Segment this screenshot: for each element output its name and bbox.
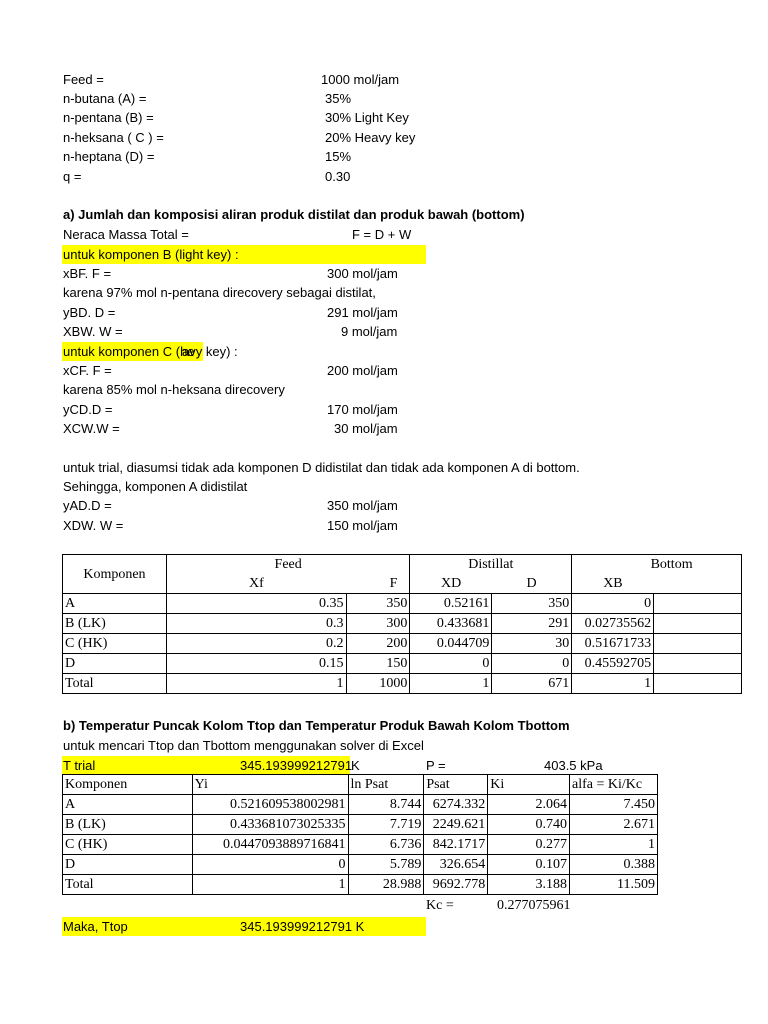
cell-f: 1000 <box>346 674 410 694</box>
trial-note-1: untuk trial, diasumsi tidak ada komponen D didistilat dan tidak ada komponen A di bottom. <box>63 460 580 475</box>
yad-label: yAD.D = <box>63 498 112 513</box>
cell-xd: 0.044709 <box>410 634 492 654</box>
subheader-d: D <box>492 574 572 594</box>
header-psat: Psat <box>424 775 488 795</box>
kc-value: 0.277075961 <box>497 898 571 913</box>
cell-d: 30 <box>492 634 572 654</box>
section-a-heading: a) Jumlah dan komposisi aliran produk distilat dan produk bawah (bottom) <box>63 207 525 222</box>
cell-alfa: 2.671 <box>570 815 658 835</box>
hk-heading-highlighted: untuk komponen C (he <box>63 344 195 359</box>
cell-xb: 0.45592705 <box>572 654 654 674</box>
subheader-xf: Xf <box>166 574 346 594</box>
table-total-row <box>63 674 742 694</box>
cell-xf: 1 <box>166 674 346 694</box>
cell-xf: 0.2 <box>166 634 346 654</box>
header-komponen: Komponen <box>63 555 167 594</box>
subheader-xd: XD <box>410 574 492 594</box>
cell-psat: 6274.332 <box>424 795 488 815</box>
cell-lnpsat: 7.719 <box>348 815 424 835</box>
table-row <box>63 594 742 614</box>
cell-xb: 1 <box>572 674 654 694</box>
temperature-table <box>62 774 658 895</box>
cell-xd: 0.433681 <box>410 614 492 634</box>
section-b-heading: b) Temperatur Puncak Kolom Ttop dan Temperatur Produk Bawah Kolom Tbottom <box>63 718 570 733</box>
cell-f: 150 <box>346 654 410 674</box>
subheader-xb: XB <box>572 574 654 594</box>
cell-komponen: B (LK) <box>63 614 167 634</box>
cell-f: 200 <box>346 634 410 654</box>
cell-komponen: C (HK) <box>63 835 193 855</box>
header-yi: Yi <box>192 775 348 795</box>
cell-alfa: 0.388 <box>570 855 658 875</box>
table-row <box>63 835 658 855</box>
cell-alfa: 7.450 <box>570 795 658 815</box>
cell-ki: 2.064 <box>488 795 570 815</box>
cell-komponen: Total <box>63 875 193 895</box>
cell-yi: 0.0447093889716841 <box>192 835 348 855</box>
cell-psat: 2249.621 <box>424 815 488 835</box>
pentana-label: n-pentana (B) = <box>63 110 154 125</box>
cell-ki: 3.188 <box>488 875 570 895</box>
ycd-value: 170 mol/jam <box>327 402 398 417</box>
xcf-label: xCF. F = <box>63 363 112 378</box>
xbf-label: xBF. F = <box>63 266 112 281</box>
cell-yi: 0.521609538002981 <box>192 795 348 815</box>
kc-label: Kc = <box>426 898 454 913</box>
cell-komponen: D <box>63 855 193 875</box>
cell-lnpsat: 8.744 <box>348 795 424 815</box>
subheader-f: F <box>346 574 410 594</box>
cell-komponen: D <box>63 654 167 674</box>
butana-value: 35% <box>325 91 352 106</box>
ttrial-value: 345.193999212791 <box>240 758 353 773</box>
cell-extra <box>654 654 742 674</box>
subheader-empty <box>654 574 742 594</box>
heptana-label: n-heptana (D) = <box>63 149 155 164</box>
cell-d: 350 <box>492 594 572 614</box>
header-lnpsat: ln Psat <box>348 775 424 795</box>
cell-komponen: A <box>63 594 167 614</box>
ttrial-label: T trial <box>63 758 96 773</box>
ybd-label: yBD. D = <box>63 305 116 320</box>
cell-komponen: B (LK) <box>63 815 193 835</box>
header-bottom-text: Bottom <box>650 557 693 572</box>
table-row <box>63 815 658 835</box>
p-value: 403.5 kPa <box>544 758 603 773</box>
p-label: P = <box>426 758 446 773</box>
cell-d: 291 <box>492 614 572 634</box>
cell-xb: 0 <box>572 594 654 614</box>
table-row <box>63 855 658 875</box>
table-row <box>63 614 742 634</box>
cell-yi: 0 <box>192 855 348 875</box>
cell-komponen: Total <box>63 674 167 694</box>
header-komponen: Komponen <box>63 775 193 795</box>
cell-yi: 1 <box>192 875 348 895</box>
table-row <box>63 795 658 815</box>
neraca-value: F = D + W <box>352 227 412 242</box>
header-alfa: alfa = Ki/Kc <box>570 775 658 795</box>
ttrial-unit: K <box>351 758 360 773</box>
distribution-table-container <box>62 554 693 699</box>
heksana-label: n-heksana ( C ) = <box>63 130 164 145</box>
xcf-value: 200 mol/jam <box>327 363 398 378</box>
xdw-label: XDW. W = <box>63 518 124 533</box>
header-feed: Feed <box>166 555 410 575</box>
hk-note: karena 85% mol n-heksana direcovery <box>63 382 285 397</box>
heptana-value: 15% <box>325 149 352 164</box>
cell-alfa: 11.509 <box>570 875 658 895</box>
cell-alfa: 1 <box>570 835 658 855</box>
lk-heading: untuk komponen B (light key) : <box>63 247 239 262</box>
neraca-label: Neraca Massa Total = <box>63 227 189 242</box>
cell-xb: 0.51671733 <box>572 634 654 654</box>
table-header-row <box>63 555 742 575</box>
table-header-row <box>63 775 658 795</box>
feed-label: Feed = <box>63 72 104 87</box>
ttop-value: 345.193999212791 K <box>240 919 365 934</box>
solver-note: untuk mencari Ttop dan Tbottom menggunakan solver di Excel <box>63 738 424 753</box>
q-value: 0.30 <box>325 169 351 184</box>
cell-xb: 0.02735562 <box>572 614 654 634</box>
cell-komponen: A <box>63 795 193 815</box>
feed-value: 1000 mol/jam <box>321 72 400 87</box>
cell-ki: 0.740 <box>488 815 570 835</box>
xcw-label: XCW.W = <box>63 421 120 436</box>
table-row <box>63 634 742 654</box>
ycd-label: yCD.D = <box>63 402 113 417</box>
butana-label: n-butana (A) = <box>63 91 147 106</box>
cell-xd: 1 <box>410 674 492 694</box>
header-bottom <box>572 555 742 575</box>
pentana-value: 30% Light Key <box>325 110 409 125</box>
xbw-label: XBW. W = <box>63 324 123 339</box>
xbw-value: 9 mol/jam <box>341 324 398 339</box>
cell-f: 350 <box>346 594 410 614</box>
distribution-table <box>62 554 742 694</box>
cell-extra <box>654 674 742 694</box>
cell-xd: 0 <box>410 654 492 674</box>
cell-d: 0 <box>492 654 572 674</box>
cell-lnpsat: 5.789 <box>348 855 424 875</box>
table-total-row <box>63 875 658 895</box>
lk-note: karena 97% mol n-pentana direcovery sebagai distilat, <box>63 285 376 300</box>
cell-d: 671 <box>492 674 572 694</box>
cell-yi: 0.433681073025335 <box>192 815 348 835</box>
cell-extra <box>654 634 742 654</box>
header-distillat: Distillat <box>410 555 572 575</box>
cell-lnpsat: 28.988 <box>348 875 424 895</box>
xbf-value: 300 mol/jam <box>327 266 398 281</box>
cell-extra <box>654 594 742 614</box>
xcw-value: 30 mol/jam <box>334 421 398 436</box>
cell-psat: 326.654 <box>424 855 488 875</box>
cell-psat: 9692.778 <box>424 875 488 895</box>
cell-xf: 0.35 <box>166 594 346 614</box>
q-label: q = <box>63 169 82 184</box>
cell-extra <box>654 614 742 634</box>
cell-lnpsat: 6.736 <box>348 835 424 855</box>
cell-xf: 0.3 <box>166 614 346 634</box>
xdw-value: 150 mol/jam <box>327 518 398 533</box>
heksana-value: 20% Heavy key <box>325 130 416 145</box>
header-ki: Ki <box>488 775 570 795</box>
ybd-value: 291 mol/jam <box>327 305 398 320</box>
cell-ki: 0.277 <box>488 835 570 855</box>
cell-ki: 0.107 <box>488 855 570 875</box>
trial-note-2: Sehingga, komponen A didistilat <box>63 479 248 494</box>
ttop-label: Maka, Ttop <box>63 919 128 934</box>
cell-xf: 0.15 <box>166 654 346 674</box>
hk-heading-rest: avy key) : <box>182 344 238 359</box>
cell-xd: 0.52161 <box>410 594 492 614</box>
cell-komponen: C (HK) <box>63 634 167 654</box>
cell-f: 300 <box>346 614 410 634</box>
yad-value: 350 mol/jam <box>327 498 398 513</box>
cell-psat: 842.1717 <box>424 835 488 855</box>
table-row <box>63 654 742 674</box>
